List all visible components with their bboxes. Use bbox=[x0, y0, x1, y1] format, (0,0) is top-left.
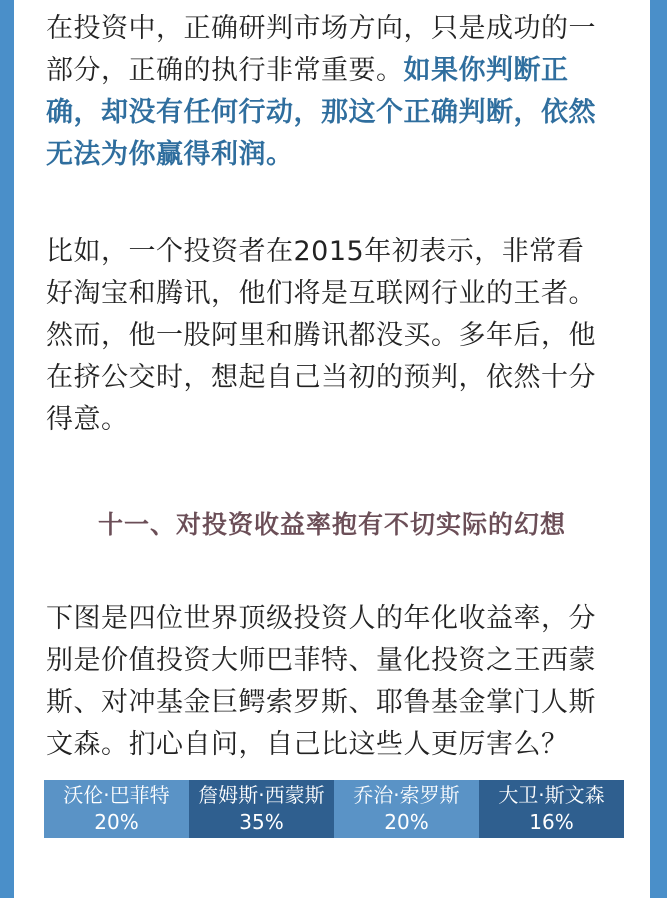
text-line: 在挤公交时，想起自己当初的预判，依然十分 bbox=[46, 362, 596, 393]
investor-name: 大卫·斯文森 bbox=[498, 783, 605, 807]
text-line bbox=[46, 92, 606, 134]
highlighted-text: 确，却没有任何行动，那这个正确判断，依然 bbox=[46, 97, 596, 128]
paragraph-investors bbox=[46, 598, 606, 766]
body-text: 部分，正确的执行非常重要。 bbox=[46, 55, 404, 86]
investor-return: 20% bbox=[94, 810, 139, 834]
investor-return: 16% bbox=[529, 810, 574, 834]
investor-name: 詹姆斯·西蒙斯 bbox=[198, 783, 325, 807]
text-line: 然而，他一股阿里和腾讯都没买。多年后，他 bbox=[46, 320, 596, 351]
text-line: 别是价值投资大师巴菲特、量化投资之王西蒙 bbox=[46, 645, 596, 676]
highlighted-text: 如果你判断正 bbox=[403, 55, 569, 86]
investor-returns-table bbox=[44, 780, 624, 838]
article-page bbox=[14, 0, 650, 898]
investor-cell bbox=[44, 780, 189, 838]
investor-cell bbox=[334, 780, 479, 838]
text-line: 斯、对冲基金巨鳄索罗斯、耶鲁基金掌门人斯 bbox=[46, 687, 596, 718]
text-line: 文森。扪心自问，自己比这些人更厉害么？ bbox=[46, 729, 569, 760]
text-line: 下图是四位世界顶级投资人的年化收益率，分 bbox=[46, 603, 596, 634]
investor-return: 35% bbox=[239, 810, 284, 834]
text-line bbox=[46, 8, 606, 50]
paragraph-execution bbox=[46, 8, 606, 176]
investor-cell bbox=[479, 780, 624, 838]
body-text: 在投资中，正确研判市场方向，只是成功的一 bbox=[46, 13, 596, 44]
investor-cell bbox=[189, 780, 334, 838]
text-line: 好淘宝和腾讯，他们将是互联网行业的王者。 bbox=[46, 278, 596, 309]
text-line bbox=[46, 134, 606, 176]
text-line: 比如，一个投资者在2015年初表示，非常看 bbox=[46, 236, 585, 267]
highlighted-text: 无法为你赢得利润。 bbox=[46, 139, 294, 170]
text-line bbox=[46, 50, 606, 92]
text-line: 得意。 bbox=[46, 404, 129, 435]
paragraph-example bbox=[46, 231, 606, 441]
investor-name: 乔治·索罗斯 bbox=[353, 783, 460, 807]
section-heading: 十一、对投资收益率抱有不切实际的幻想 bbox=[97, 510, 566, 539]
investor-name: 沃伦·巴菲特 bbox=[63, 783, 170, 807]
investor-return: 20% bbox=[384, 810, 429, 834]
